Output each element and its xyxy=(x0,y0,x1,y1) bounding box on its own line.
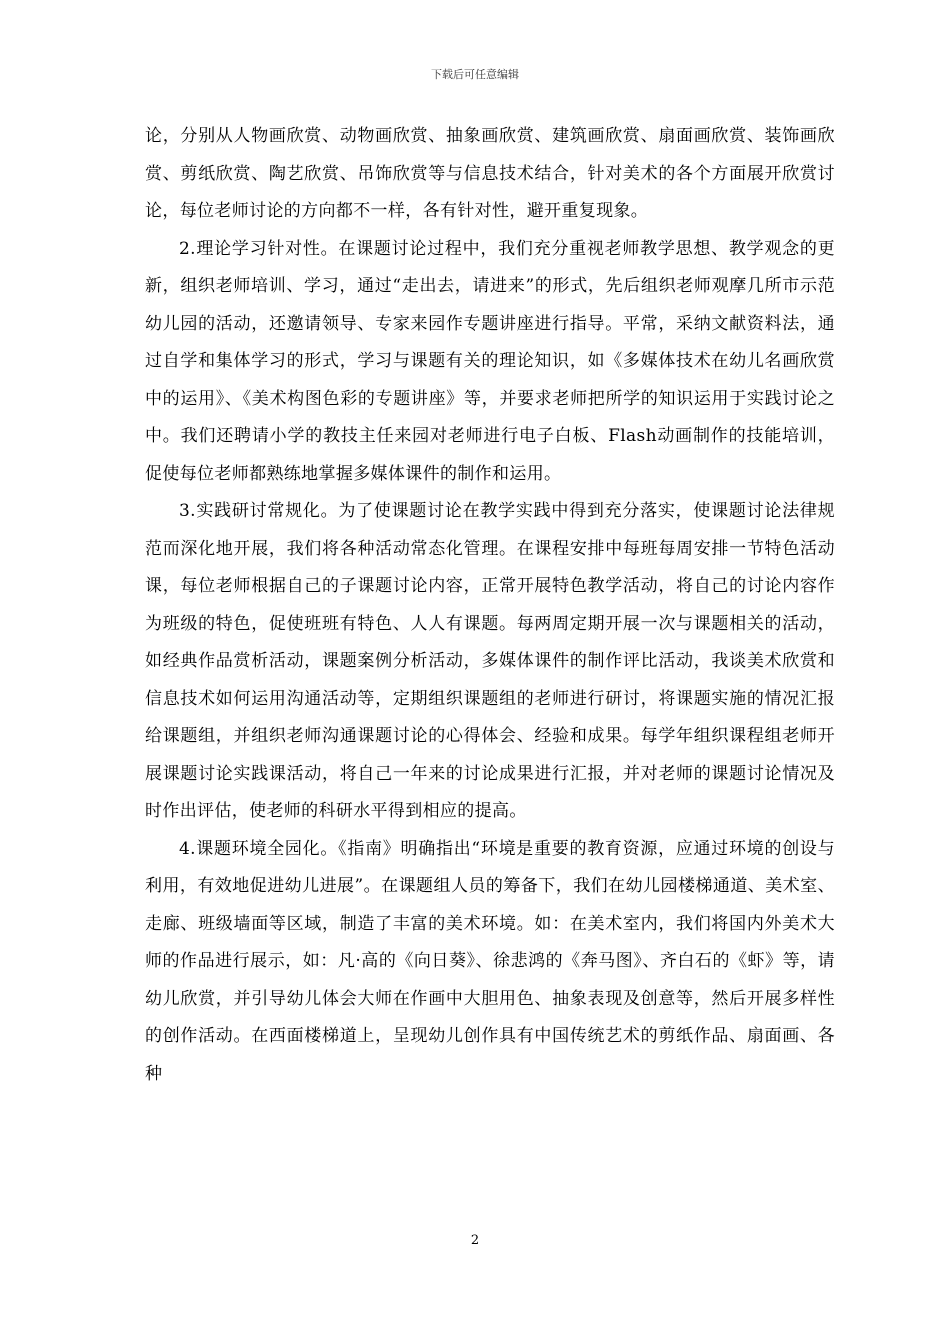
page-header: 下载后可任意编辑 xyxy=(431,68,519,81)
document-body xyxy=(145,118,835,1093)
paragraph-practice-research: 3.实践研讨常规化。为了使课题讨论在教学实践中得到充分落实，使课题讨论法律规范而深化地开展，我们将各种活动常态化管理。在课程安排中每班每周安排一节特色活动课，每位老师根据自己的子课题讨论内容，正常开展特色教学活动，将自己的讨论内容作为班级的特色，促使班班有特色、人人有课题。每两周定期开展一次与课题相关的活动，如经典作品赏析活动，课题案例分析活动，多媒体课件的制作评比活动，我谈美术欣赏和信息技术如何运用沟通活动等，定期组织课题组的老师进行研讨，将课题实施的情况汇报给课题组，并组织老师沟通课题讨论的心得体会、经验和成果。每学年组织课程组老师开展课题讨论实践课活动，将自己一年来的讨论成果进行汇报，并对老师的课题讨论情况及时作出评估，使老师的科研水平得到相应的提高。 xyxy=(145,501,835,821)
page-number: 2 xyxy=(470,1233,480,1248)
paragraph-continuation: 论，分别从人物画欣赏、动物画欣赏、抽象画欣赏、建筑画欣赏、扇面画欣赏、装饰画欣赏、剪纸欣赏、陶艺欣赏、吊饰欣赏等与信息技术结合，针对美术的各个方面展开欣赏讨论，每位老师讨论的方向都不一样，各有针对性，避开重复现象。 xyxy=(145,126,835,221)
paragraph-theory-study: 2.理论学习针对性。在课题讨论过程中，我们充分重视老师教学思想、教学观念的更新，组织老师培训、学习，通过“走出去，请进来”的形式，先后组织老师观摩几所市示范幼儿园的活动，还邀请领导、专家来园作专题讲座进行指导。平常，采纳文献资料法，通过自学和集体学习的形式，学习与课题有关的理论知识，如《多媒体技术在幼儿名画欣赏中的运用》、《美术构图色彩的专题讲座》等，并要求老师把所学的知识运用于实践讨论之中。我们还聘请小学的教技主任来园对老师进行电子白板、Flash动画制作的技能培训，促使每位老师都熟练地掌握多媒体课件的制作和运用。 xyxy=(145,238,835,484)
paragraph-topic-environment: 4.课题环境全园化。《指南》明确指出“环境是重要的教育资源，应通过环境的创设与利用，有效地促进幼儿进展”。在课题组人员的筹备下，我们在幼儿园楼梯通道、美术室、走廊、班级墙面等区域，制造了丰富的美术环境。如：在美术室内，我们将国内外美术大师的作品进行展示，如：凡·高的《向日葵》、徐悲鸿的《奔马图》、齐白石的《虾》等，请幼儿欣赏，并引导幼儿体会大师在作画中大胆用色、抽象表现及创意等，然后开展多样性的创作活动。在西面楼梯道上，呈现幼儿创作具有中国传统艺术的剪纸作品、扇面画、各种 xyxy=(145,838,835,1084)
